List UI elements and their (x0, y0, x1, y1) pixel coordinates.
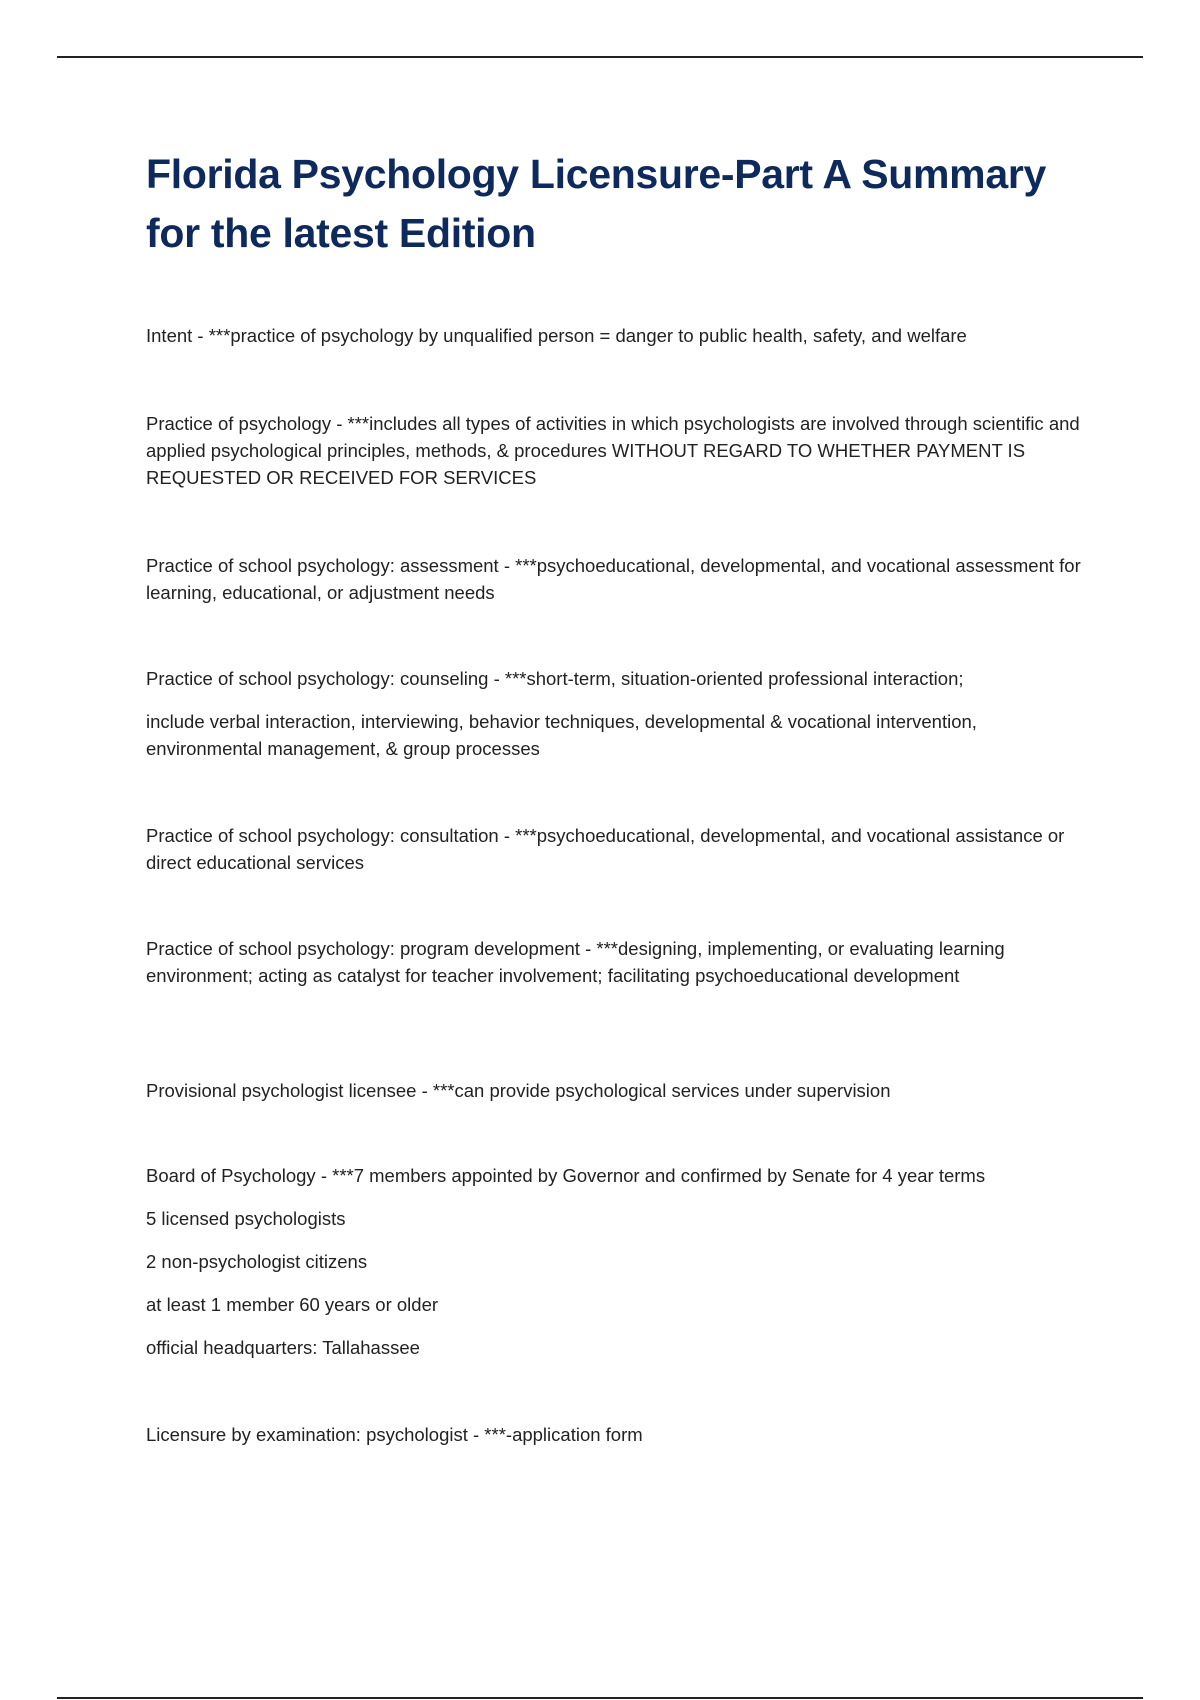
entry-text: official headquarters: Tallahassee (146, 1337, 420, 1358)
entry-intent (146, 322, 1091, 349)
entry-text: Provisional psychologist licensee - ***can provide psychological services under supervision (146, 1080, 891, 1101)
entry-school-counseling (146, 665, 1091, 762)
entry-text: Intent - ***practice of psychology by unqualified person = danger to public health, safety, and welfare (146, 325, 967, 346)
entry-licensure-by-examination (146, 1421, 1091, 1448)
entry-text: 2 non-psychologist citizens (146, 1251, 368, 1272)
entry-text: include verbal interaction, interviewing, behavior techniques, developmental & vocational intervention, environmental management, & group processes (146, 711, 977, 759)
entry-text: 5 licensed psychologists (146, 1208, 346, 1229)
entry-text: Practice of school psychology: program development - ***designing, implementing, or evaluating learning environment; acting as catalyst for teacher involvement; facilitating psychoeducational development (146, 938, 1005, 986)
bottom-rule (57, 1697, 1143, 1699)
entry-school-program-development (146, 935, 1091, 989)
entry-text: Practice of school psychology: consultation - ***psychoeducational, developmental, and vocational assistance or direct educational services (146, 825, 1065, 873)
entry-text: Practice of school psychology: counseling - ***short-term, situation-oriented professional interaction; (146, 668, 964, 689)
entry-text: Practice of psychology - ***includes all types of activities in which psychologists are involved through scientific and applied psychological principles, methods, & procedures WITHOUT REGARD TO WHETHER PAYMENT IS REQUESTED OR RECEIVED FOR SERVICES (146, 413, 1080, 488)
entry-practice-of-psychology (146, 410, 1091, 491)
entry-provisional-licensee (146, 1077, 1091, 1104)
entry-text: Practice of school psychology: assessment - ***psychoeducational, developmental, and vocational assessment for learning, educational, or adjustment needs (146, 555, 1081, 603)
entry-school-assessment (146, 552, 1091, 606)
entry-text: Board of Psychology - ***7 members appointed by Governor and confirmed by Senate for 4 year terms (146, 1165, 986, 1186)
document-title: Florida Psychology Licensure-Part A Summary for the latest Edition (146, 151, 1046, 256)
entry-text: at least 1 member 60 years or older (146, 1294, 439, 1315)
entry-board-of-psychology (146, 1162, 1091, 1361)
entry-school-consultation (146, 822, 1091, 876)
entry-text: Licensure by examination: psychologist - ***-application form (146, 1424, 643, 1445)
top-rule (57, 56, 1143, 58)
